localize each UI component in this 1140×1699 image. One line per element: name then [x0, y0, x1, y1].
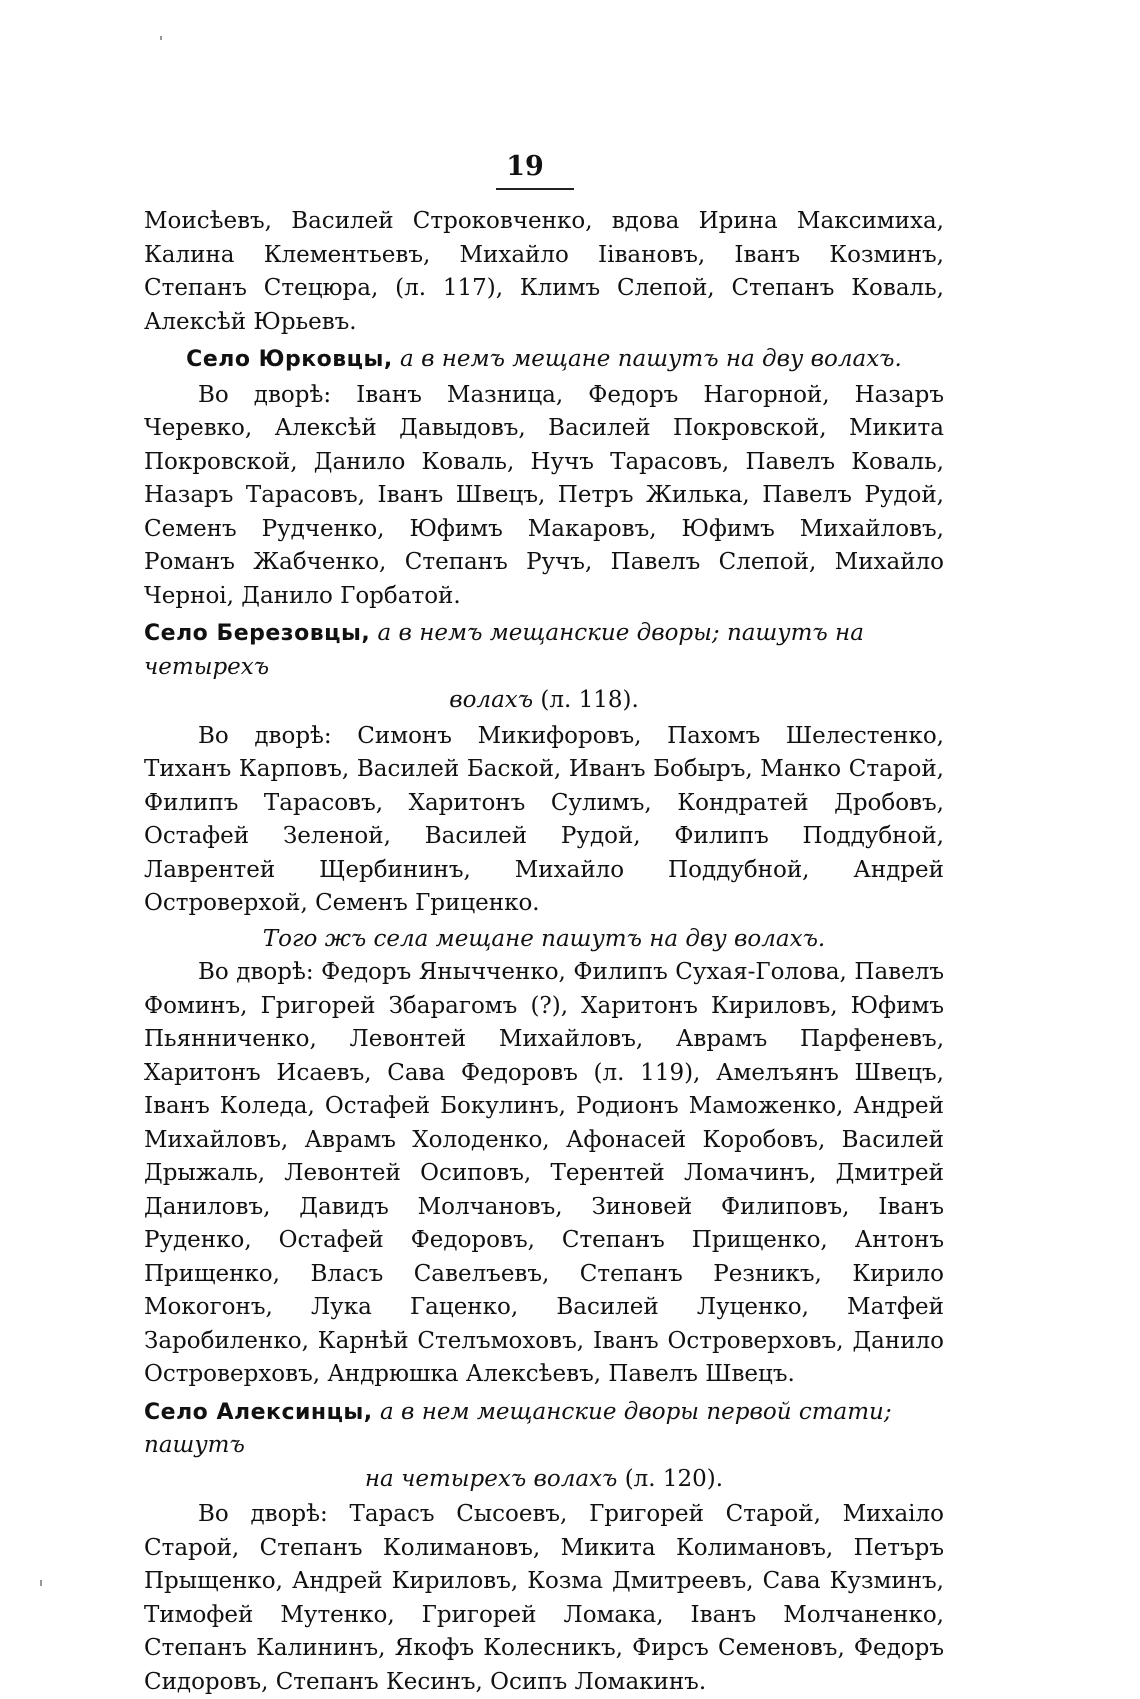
- paragraph-aleksintsy-households: Во дворѣ: Тарасъ Сысоевъ, Григорей Старой, Михаіло Старой, Степанъ Колимановъ, Микита Колимановъ, Петъръ Прыщенко, Андрей Кириловъ, Козма Дмитреевъ, Сава Кузминъ, Тимофей Мутенко, Григорей Ломака, Іванъ Молчаненко, Степанъ Калининъ, Якофъ Колесникъ, Фирсъ Семеновъ, Федоръ Сидоровъ, Степанъ Кесинъ, Осипъ Ломакинъ.: [144, 1501, 944, 1695]
- page-number-rule: [496, 188, 574, 190]
- scan-speck: [160, 36, 162, 40]
- village-description: волахъ: [449, 687, 534, 713]
- village-description: а в нем мещанские дворы первой стати;: [379, 1398, 892, 1425]
- village-description: на четырехъ волахъ: [364, 1465, 618, 1492]
- village-title: Село Юрковцы,: [186, 347, 393, 372]
- paragraph-continuation: Моисѣевъ, Василей Строковченко, вдова Ирина Максимиха, Калина Клементьевъ, Михайло Іівановъ, Іванъ Козминъ, Степанъ Стецюра, (л. 117), Климъ Слепой, Степанъ Коваль, Алексѣй Юрьевъ.: [144, 208, 944, 335]
- paragraph-yurkovtsy-households: Во дворѣ: Іванъ Мазница, Федоръ Нагорной, Назаръ Черевко, Алексѣй Давыдовъ, Василей Покровской, Микита Покровской, Данило Коваль, Нучъ Тарасовъ, Павелъ Коваль, Назаръ Тарасовъ, Іванъ Швецъ, Петръ Жилька, Павелъ Рудой, Семенъ Рудченко, Юфимъ Макаровъ, Юфимъ Михайловъ, Романъ Жабченко, Степанъ Ручъ, Павелъ Слепой, Михайло Черноі, Данило Горбатой.: [144, 381, 944, 609]
- page-number: 19: [506, 151, 544, 182]
- subsection-heading: Того жъ села мещане пашутъ на дву волахъ.: [262, 925, 826, 952]
- village-description: пашутъ на четырехъ: [144, 620, 864, 680]
- folio-reference: (л. 118).: [540, 687, 639, 713]
- village-title: Село Алексинцы,: [144, 1399, 373, 1425]
- village-description: пашутъ: [144, 1432, 245, 1458]
- heading-second-line: [144, 684, 944, 718]
- section-heading-yurkovtsy: [144, 343, 944, 377]
- scan-speck: [40, 1580, 42, 1586]
- folio-reference: (л. 120).: [624, 1465, 724, 1492]
- heading-second-line: [144, 1463, 944, 1497]
- page-body: [144, 205, 944, 1699]
- paragraph-berezovtsy-second-group: Во дворѣ: Федоръ Янычченко, Филипъ Сухая-Голова, Павелъ Фоминъ, Григорей Збарагомъ (?), Харитонъ Кириловъ, Юфимъ Пьянниченко, Левонтей Михайловъ, Аврамъ Парфеневъ, Харитонъ Исаевъ, Сава Федоровъ (л. 119), Амелъянъ Швецъ, Іванъ Коледа, Остафей Бокулинъ, Родионъ Маможенко, Андрей Михайловъ, Аврамъ Холоденко, Афонасей Коробовъ, Василей Дрыжаль, Левонтей Осиповъ, Терентей Ломачинъ, Дмитрей Даниловъ, Давидъ Молчановъ, Зиновей Филиповъ, Іванъ Руденко, Остафей Федоровъ, Степанъ Прищенко, Антонъ Прищенко, Власъ Савелъевъ, Степанъ Резникъ, Кирило Мокогонъ, Лука Гаценко, Василей Луценко, Матфей Заробиленко, Карнѣй Стелъмоховъ, Іванъ Островерховъ, Данило Островерховъ, Андрюшка Алексѣевъ, Павелъ Швецъ.: [144, 959, 944, 1387]
- section-heading-berezovtsy: [144, 617, 944, 718]
- village-description: а в немъ мещанские дворы;: [377, 620, 720, 646]
- paragraph-berezovtsy-households: Во дворѣ: Симонъ Микифоровъ, Пахомъ Шелестенко, Тиханъ Карповъ, Василей Баской, Иванъ Бобыръ, Манко Старой, Филипъ Тарасовъ, Харитонъ Сулимъ, Кондратей Дробовъ, Остафей Зеленой, Василей Рудой, Филипъ Поддубной, Лаврентей Щербининъ, Михайло Поддубной, Андрей Островерхой, Семенъ Гриценко.: [144, 722, 944, 916]
- village-title: Село Березовцы,: [144, 621, 371, 646]
- section-heading-aleksintsy: [144, 1396, 944, 1497]
- village-description: а в немъ мещане пашутъ на дву волахъ.: [400, 346, 902, 372]
